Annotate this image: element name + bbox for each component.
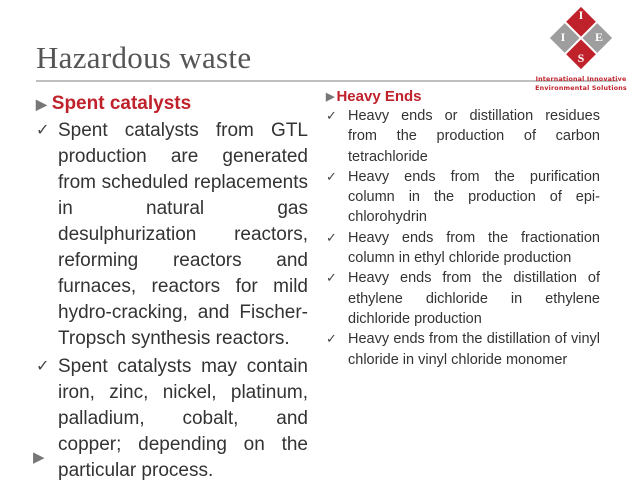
list-item-text: Heavy ends or distillation residues from the production of carbon tetrachloride [348,108,600,165]
list-item [326,106,602,167]
logo-cube-icon [547,4,615,72]
list-item-text: Spent catalysts may contain iron, zinc, nickel, platinum, palladium, cobalt, and copper; depending on the particular process. [58,356,308,481]
left-column [36,90,308,486]
list-item [36,118,308,352]
spent-catalysts-list [36,118,308,484]
list-item-text: Heavy ends from the distillation of vinyl chloride in vinyl chloride monomer [348,331,600,368]
list-item-text: Spent catalysts from GTL production are generated from scheduled replacements in natural gas desulphurization reactors, reforming reactors and furnaces, reactors for mild hydro-cracking, and Fischer-Tropsch synthesis reactors. [58,120,308,349]
checkmark-icon: ✓ [326,270,337,286]
triangle-right-icon: ▶ [33,449,45,466]
logo-letter: I [578,8,584,22]
list-item [326,167,602,228]
logo-text-line1: International Innovative [535,76,627,83]
checkmark-icon: ✓ [326,168,337,184]
checkmark-icon: ✓ [326,108,337,123]
logo-letter: S [577,51,585,65]
logo-letter: I [560,30,566,44]
list-item [326,268,602,329]
slide-title: Hazardous waste [36,40,252,75]
logo-letter: E [594,30,604,44]
list-item [326,228,602,269]
logo-text-line2: Environmental Solutions [535,85,627,92]
list-item [326,329,602,370]
checkmark-icon: ✓ [326,331,337,347]
heading-text: Heavy Ends [336,87,422,105]
triangle-right-icon: ▶ [36,95,47,112]
checkmark-icon: ✓ [326,229,337,245]
heavy-ends-heading [326,86,602,106]
heavy-ends-list [326,106,602,370]
list-item-text: Heavy ends from the fractionation column in ethyl chloride production [348,229,600,267]
checkmark-icon: ✓ [36,358,50,375]
heading-text: Spent catalysts [51,93,192,114]
checkmark-icon: ✓ [36,122,50,139]
list-item-text: Heavy ends from the purification column in the production of epi-chlorohydrin [348,168,600,226]
right-column [326,86,602,370]
triangle-right-icon: ▶ [326,90,335,103]
list-item-text: Heavy ends from the distillation of ethylene dichloride in ethylene dichloride production [348,270,600,327]
list-item [36,354,308,484]
spent-catalysts-heading [36,90,308,118]
